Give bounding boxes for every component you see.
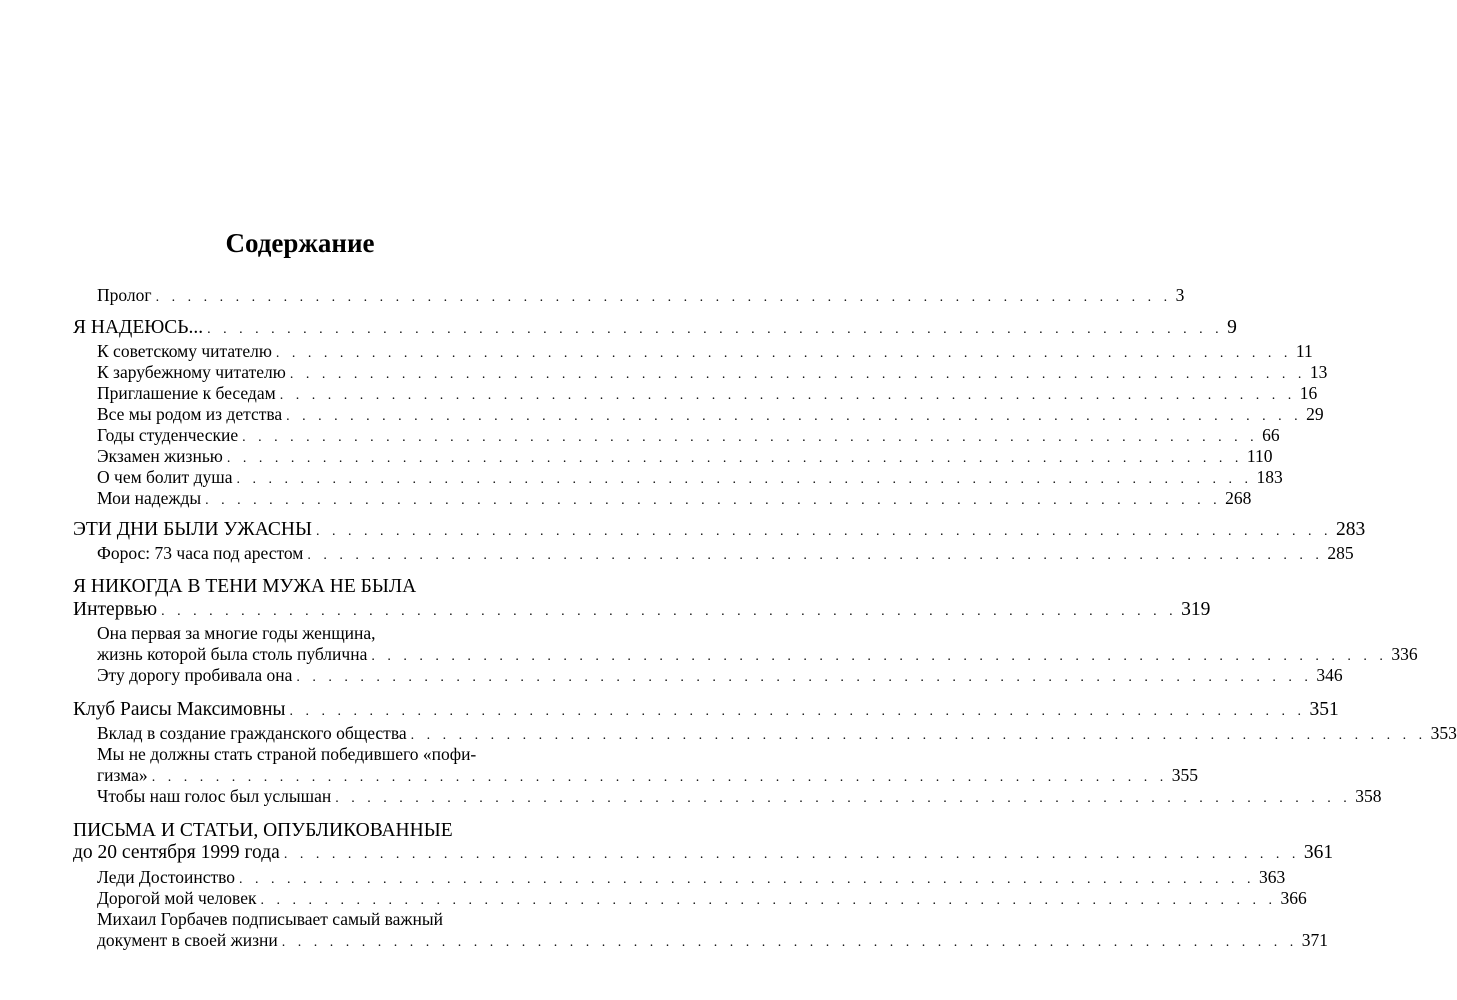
toc-entry-title: Пролог [97,285,152,305]
dot-leader: . . . . . . . . . . . . . . . . . . . . . . . . . . . . . . . . . . . . . . . . . . . . . . . . . . . . . . . . . . . . . . . . [242,430,1259,445]
toc-section-entry [73,317,1237,339]
toc-section-entry [73,519,1366,541]
toc-entry-page: 336 [1391,644,1418,664]
toc-entry-page: 285 [1327,543,1354,563]
toc-entry [97,887,1307,909]
toc-section-title: Клуб Раисы Максимовны [73,699,286,720]
dot-leader: . . . . . . . . . . . . . . . . . . . . . . . . . . . . . . . . . . . . . . . . . . . . . . . . . . . . . . . . . . . . . . . . [161,604,1178,619]
toc-entry-title: К зарубежному читателю [97,362,286,382]
toc-section-title: ПИСЬМА И СТАТЬИ, ОПУБЛИКОВАННЫЕ [73,820,453,841]
dot-leader: . . . . . . . . . . . . . . . . . . . . . . . . . . . . . . . . . . . . . . . . . . . . . . . . . . . . . . . . . . . . . . . . [296,670,1313,685]
dot-leader: . . . . . . . . . . . . . . . . . . . . . . . . . . . . . . . . . . . . . . . . . . . . . . . . . . . . . . . . . . . . . . . . [289,367,1306,382]
dot-leader: . . . . . . . . . . . . . . . . . . . . . . . . . . . . . . . . . . . . . . . . . . . . . . . . . . . . . . . . . . . . . . . . [207,322,1224,337]
toc-entry [97,424,1280,446]
dot-leader: . . . . . . . . . . . . . . . . . . . . . . . . . . . . . . . . . . . . . . . . . . . . . . . . . . . . . . . . . . . . . . . . [155,290,1172,305]
toc-entry [97,643,1418,665]
toc-entry-page: 353 [1430,723,1457,743]
toc-entry-title: Вклад в создание гражданского общества [97,723,407,743]
toc-entry-title: Леди Достоинство [97,867,236,887]
toc-entry-page: 283 [1335,519,1366,540]
toc-entry-title: до 20 сентября 1999 года [73,842,280,863]
toc-entry-title: Все мы родом из детства [97,404,283,424]
toc-entry-title: Приглашение к беседам [97,383,276,403]
toc-entry [97,722,1457,744]
toc-entry [97,403,1324,425]
toc-entry-title-line: Она первая за многие годы женщина, [97,623,376,643]
toc-entry-page: 16 [1299,383,1318,403]
toc-section-title: ЭТИ ДНИ БЫЛИ УЖАСНЫ [73,519,312,540]
dot-leader: . . . . . . . . . . . . . . . . . . . . . . . . . . . . . . . . . . . . . . . . . . . . . . . . . . . . . . . . . . . . . . . . [275,346,1292,361]
toc-entry-page: 355 [1171,765,1198,785]
toc-entry-title: жизнь которой была столь публична [97,644,368,664]
toc-entry-page: 13 [1309,362,1328,382]
toc-entry-page: 183 [1256,467,1283,487]
toc-entry [97,866,1286,888]
toc-section-entry [73,699,1339,721]
toc-entry-page: 268 [1225,488,1252,508]
dot-leader: . . . . . . . . . . . . . . . . . . . . . . . . . . . . . . . . . . . . . . . . . . . . . . . . . . . . . . . . . . . . . . . . [315,524,1332,539]
toc-entry-title: Интервью [73,599,158,620]
toc-entry [97,284,1185,306]
toc-entry-page: 66 [1262,425,1280,445]
dot-leader: . . . . . . . . . . . . . . . . . . . . . . . . . . . . . . . . . . . . . . . . . . . . . . . . . . . . . . . . . . . . . . . . [279,388,1296,403]
toc-entry-page: 366 [1280,888,1307,908]
toc-entry-title: Экзамен жизнью [97,446,223,466]
dot-leader: . . . . . . . . . . . . . . . . . . . . . . . . . . . . . . . . . . . . . . . . . . . . . . . . . . . . . . . . . . . . . . . . [286,409,1303,424]
page-title: Содержание [225,228,375,258]
dot-leader: . . . . . . . . . . . . . . . . . . . . . . . . . . . . . . . . . . . . . . . . . . . . . . . . . . . . . . . . . . . . . . . . [410,728,1427,743]
toc-entry [97,445,1273,467]
toc-entry-title: Форос: 73 часа под арестом [97,543,304,563]
toc-entry-title: Эту дорогу пробивала она [97,665,293,685]
toc-entry-title: Дорогой мой человек [97,888,257,908]
dot-leader: . . . . . . . . . . . . . . . . . . . . . . . . . . . . . . . . . . . . . . . . . . . . . . . . . . . . . . . . . . . . . . . . [307,548,1324,563]
toc-entry [97,764,1198,786]
toc-entry-title: документ в своей жизни [97,930,278,950]
toc-entry-page: 361 [1303,842,1334,863]
dot-leader: . . . . . . . . . . . . . . . . . . . . . . . . . . . . . . . . . . . . . . . . . . . . . . . . . . . . . . . . . . . . . . . . [335,791,1352,806]
toc-entry-title-line: Мы не должны стать страной победившего «пофи- [97,744,477,764]
toc-entry-title: К советскому читателю [97,341,272,361]
toc-entry [97,542,1354,564]
toc-entry [73,842,1334,864]
toc-entry-page: 371 [1301,930,1329,950]
toc-section-title: Я НИКОГДА В ТЕНИ МУЖА НЕ БЫЛА [73,576,417,597]
dot-leader: . . . . . . . . . . . . . . . . . . . . . . . . . . . . . . . . . . . . . . . . . . . . . . . . . . . . . . . . . . . . . . . . [151,770,1168,785]
toc-entry [97,466,1283,488]
dot-leader: . . . . . . . . . . . . . . . . . . . . . . . . . . . . . . . . . . . . . . . . . . . . . . . . . . . . . . . . . . . . . . . . [239,872,1256,887]
toc-entry-title: гизма» [97,765,148,785]
toc-entry-title: Годы студенческие [97,425,239,445]
toc-entry [97,929,1329,951]
toc-entry [73,599,1211,621]
dot-leader: . . . . . . . . . . . . . . . . . . . . . . . . . . . . . . . . . . . . . . . . . . . . . . . . . . . . . . . . . . . . . . . . [236,472,1253,487]
toc-entry-title: О чем болит душа [97,467,233,487]
toc-entry-page: 346 [1316,665,1343,685]
toc-entry [97,664,1343,686]
toc-entry-page: 319 [1181,599,1211,620]
toc-section-title: Я НАДЕЮСЬ... [73,317,204,338]
dot-leader: . . . . . . . . . . . . . . . . . . . . . . . . . . . . . . . . . . . . . . . . . . . . . . . . . . . . . . . . . . . . . . . . [260,893,1277,908]
toc-entry-title: Мои надежды [97,488,202,508]
dot-leader: . . . . . . . . . . . . . . . . . . . . . . . . . . . . . . . . . . . . . . . . . . . . . . . . . . . . . . . . . . . . . . . . [205,493,1222,508]
toc-entry-page: 363 [1259,867,1286,887]
toc-entry [97,361,1328,383]
dot-leader: . . . . . . . . . . . . . . . . . . . . . . . . . . . . . . . . . . . . . . . . . . . . . . . . . . . . . . . . . . . . . . . . [289,704,1306,719]
toc-entry-page: 3 [1175,285,1185,305]
toc-entry-page: 351 [1309,699,1339,720]
toc-entry-page: 29 [1306,404,1324,424]
toc-entry-page: 110 [1246,446,1273,466]
dot-leader: . . . . . . . . . . . . . . . . . . . . . . . . . . . . . . . . . . . . . . . . . . . . . . . . . . . . . . . . . . . . . . . . [281,935,1298,950]
toc-entry-page: 11 [1295,341,1313,361]
toc-entry [97,340,1313,362]
toc-entry-title: Чтобы наш голос был услышан [97,786,332,806]
toc-entry-page: 358 [1355,786,1382,806]
toc-entry-title-line: Михаил Горбачев подписывает самый важный [97,909,444,929]
toc-entry [97,382,1318,404]
toc-entry [97,487,1252,509]
dot-leader: . . . . . . . . . . . . . . . . . . . . . . . . . . . . . . . . . . . . . . . . . . . . . . . . . . . . . . . . . . . . . . . . [283,847,1300,862]
toc-entry [97,785,1382,807]
dot-leader: . . . . . . . . . . . . . . . . . . . . . . . . . . . . . . . . . . . . . . . . . . . . . . . . . . . . . . . . . . . . . . . . [371,649,1388,664]
toc-entry-page: 9 [1227,317,1237,338]
dot-leader: . . . . . . . . . . . . . . . . . . . . . . . . . . . . . . . . . . . . . . . . . . . . . . . . . . . . . . . . . . . . . . . . [226,451,1243,466]
